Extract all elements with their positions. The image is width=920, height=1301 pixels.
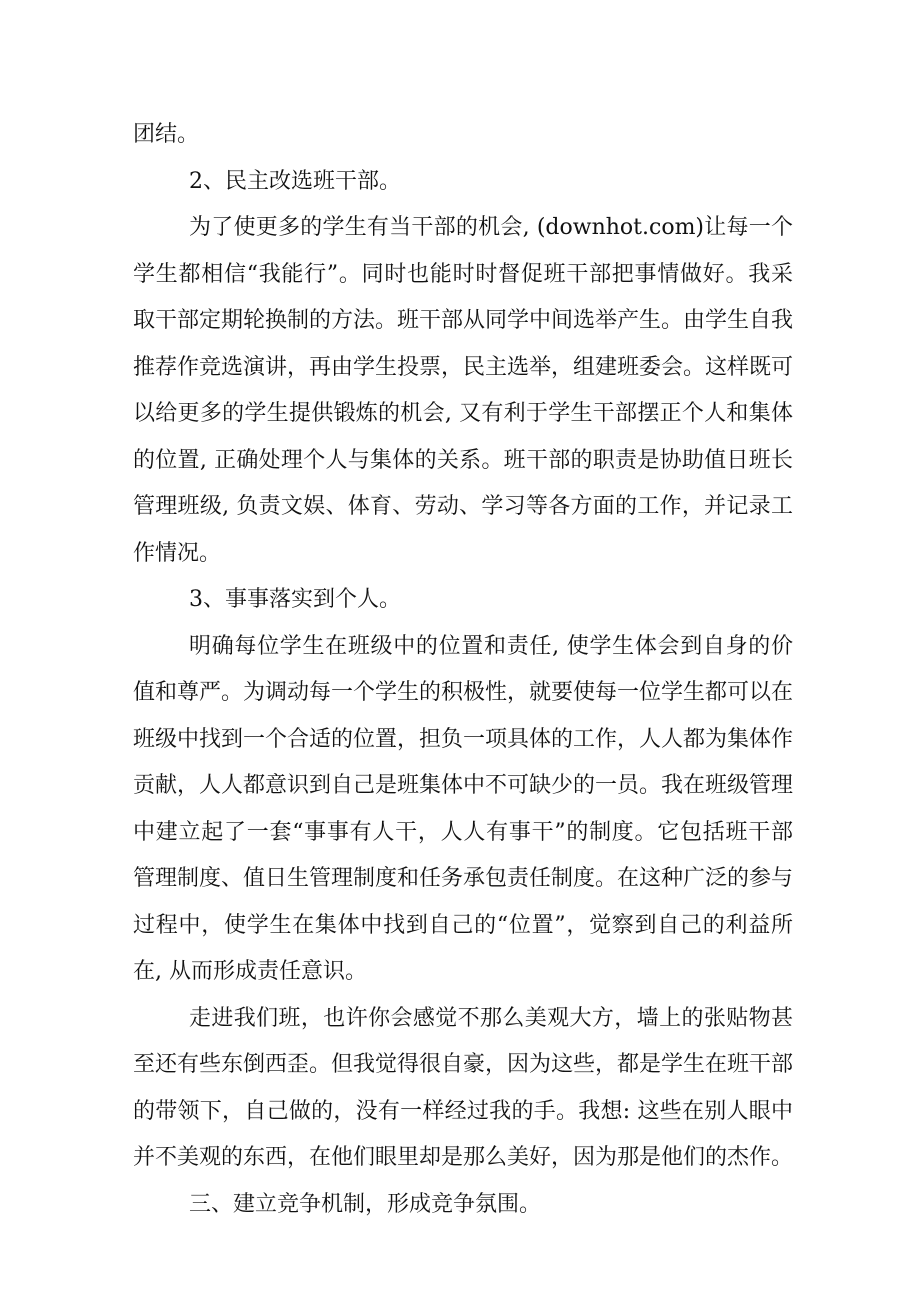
document-body [133,112,793,1228]
paragraph-3: 为了使更多的学生有当干部的机会, (downhot.com)让每一个学生都相信“我能行”。同时也能时时督促班干部把事情做好。我采取干部定期轮换制的方法。班干部从同学中间选举产生。由学生自我推荐作竞选演讲，再由学生投票，民主选举，组建班委会。这样既可以给更多的学生提供锻炼的机会, 又有利于学生干部摆正个人和集体的位置, 正确处理个人与集体的关系。班干部的职责是协助值日班长管理班级, 负责文娱、体育、劳动、学习等各方面的工作，并记录工作情况。 [133,215,794,566]
paragraph-1: 团结。 [133,122,200,147]
paragraph-5: 明确每位学生在班级中的位置和责任, 使学生体会到自身的价值和尊严。为调动每一个学生的积极性，就要使每一位学生都可以在班级中找到一个合适的位置，担负一项具体的工作，人人都为集体作贡献，人人都意识到自己是班集体中不可缺少的一员。我在班级管理中建立起了一套“事事有人干，人人有事干”的制度。它包括班干部管理制度、值日生管理制度和任务承包责任制度。在这种广泛的参与过程中，使学生在集体中找到自己的“位置”，觉察到自己的利益所在, 从而形成责任意识。 [133,633,794,984]
paragraph-2-heading: 2、民主改选班干部。 [189,168,401,194]
paragraph-4-heading: 3、事事落实到个人。 [189,587,401,612]
paragraph-6: 走进我们班，也许你会感觉不那么美观大方，墙上的张贴物甚至还有些东倒西歪。但我觉得很自豪，因为这些，都是学生在班干部的带领下，自己做的，没有一样经过我的手。我想: 这些在别人眼中并不美观的东西，在他们眼里却是那么美好，因为那是他们的杰作。 [133,1005,794,1170]
paragraph-7-heading: 三、建立竞争机制，形成竞争氛围。 [189,1191,542,1217]
